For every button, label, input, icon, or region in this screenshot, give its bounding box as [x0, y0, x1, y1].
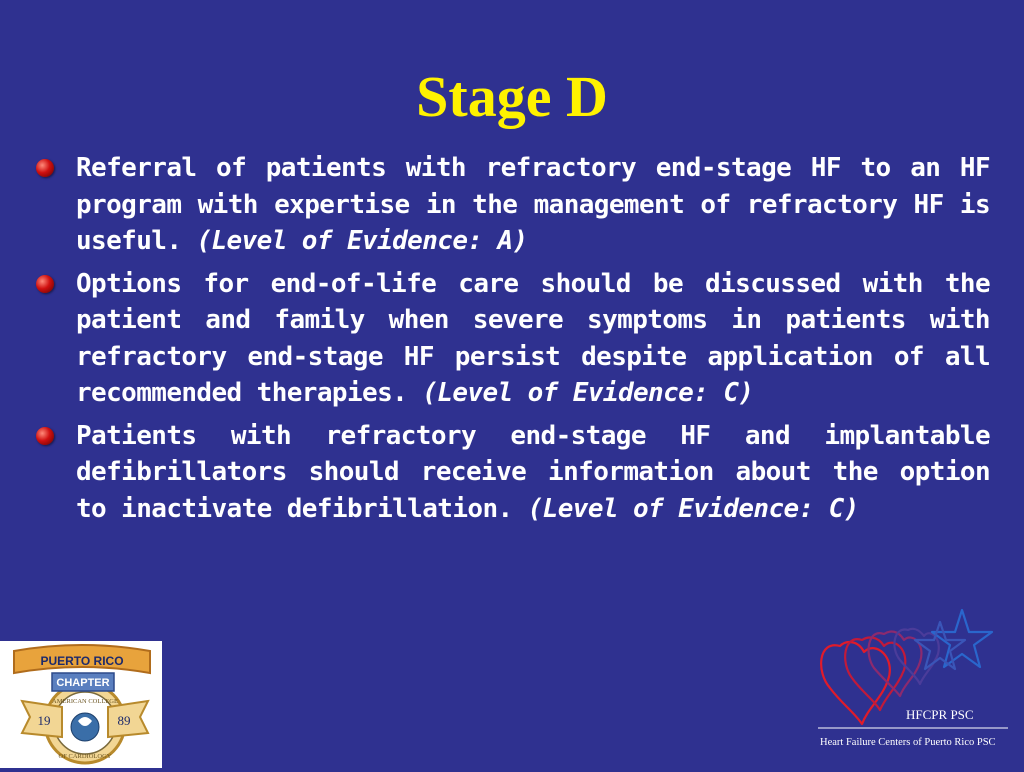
hfcpr-heart-logo — [812, 600, 1012, 750]
red-sphere-bullet-icon — [36, 275, 54, 293]
banner-text: PUERTO RICO — [40, 654, 124, 668]
red-sphere-bullet-icon — [36, 159, 54, 177]
hfcpr-abbr: HFCPR PSC — [906, 707, 974, 722]
seal-lettering: AMERICAN COLLEGE — [52, 698, 118, 705]
bullet-item — [34, 266, 990, 412]
hfcpr-name: Heart Failure Centers of Puerto Rico PSC — [820, 737, 996, 748]
bullet-text: Options for end-of-life care should be discussed with the patient and family when severe symptoms in patients with refractory end-stage HF persist despite application of all recommended therapies. — [76, 268, 990, 408]
level-of-evidence: (Level of Evidence: C) — [527, 493, 859, 524]
bullet-text: Patients with refractory end-stage HF and implantable defibrillators should receive information about the option to inactivate defibrillation. — [76, 420, 990, 524]
svg-text:OF CARDIOLOGY: OF CARDIOLOGY — [58, 753, 112, 760]
year-right: 89 — [117, 713, 131, 728]
puerto-rico-chapter-logo — [0, 641, 162, 768]
chapter-text: CHAPTER — [56, 677, 110, 689]
level-of-evidence: (Level of Evidence: C) — [422, 378, 754, 408]
slide-title: Stage D — [416, 64, 608, 129]
bullet-text: Referral of patients with refractory end-stage HF to an HF program with expertise in the management of refractory HF is useful. — [76, 153, 990, 256]
bullet-item — [34, 418, 990, 528]
red-sphere-bullet-icon — [36, 427, 54, 445]
year-left: 19 — [37, 713, 51, 728]
bullet-item — [34, 150, 990, 260]
bullet-list — [34, 150, 990, 533]
level-of-evidence: (Level of Evidence: A) — [196, 226, 528, 256]
